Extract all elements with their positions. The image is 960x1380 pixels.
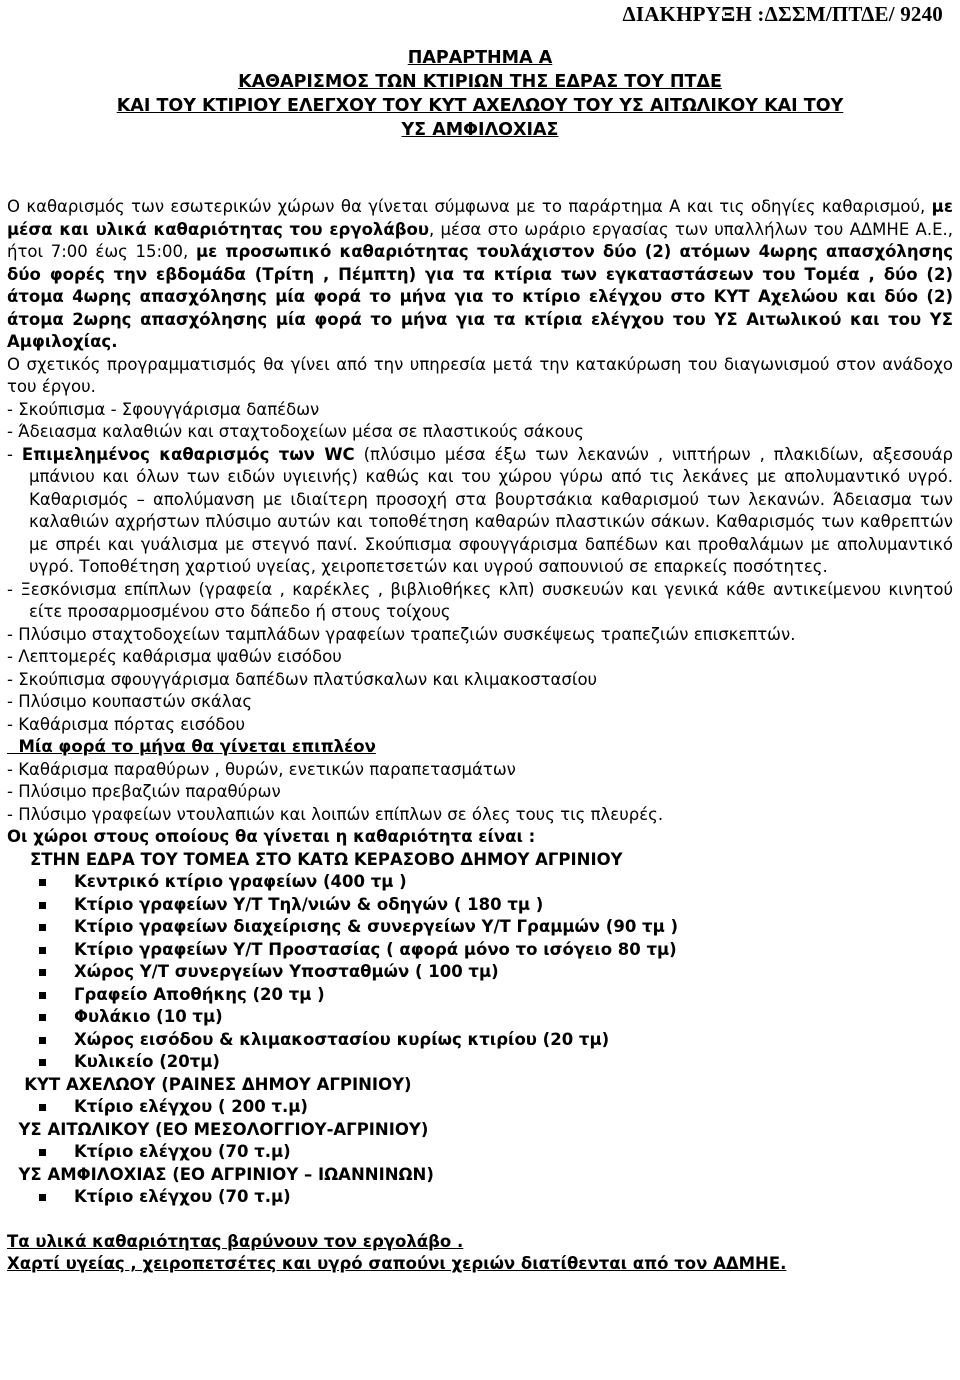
square-bullet-icon: [39, 1194, 46, 1201]
task-item: - Πλύσιμο σταχτοδοχείων ταμπλάδων γραφείων τραπεζιών συσκέψεως τραπεζιών επισκεπτών.: [7, 624, 796, 644]
list-item-text: Κυλικείο (20τμ): [74, 1052, 220, 1071]
hq-building-list: [7, 871, 953, 1074]
square-bullet-icon: [39, 924, 46, 931]
footer-note-supplies: Χαρτί υγείας , χειροπετσέτες και υγρό σαπούνι χεριών διατίθενται από τον ΑΔΜΗΕ.: [7, 1254, 787, 1273]
kyt-building-list: [7, 1096, 953, 1119]
list-item-text: Γραφείο Αποθήκης (20 τμ ): [74, 984, 325, 1004]
list-item-text: Κτίριο γραφείων Υ/Τ Προστασίας ( αφορά μόνο το ισόγειο 80 τμ): [74, 939, 677, 959]
list-item-text: Φυλάκιο (10 τμ): [74, 1007, 223, 1026]
section-head-hq: ΣΤΗΝ ΕΔΡΑ ΤΟΥ ΤΟΜΕΑ ΣΤΟ ΚΑΤΩ ΚΕΡΑΣΟΒΟ ΔΗΜΟΥ ΑΓΡΙΝΙΟΥ: [7, 849, 623, 869]
monthly-item: - Πλύσιμο πρεβαζιών παραθύρων: [7, 782, 281, 801]
intro-text-d: με προσωπικό καθαριότητας τουλάχιστον δύο (2) ατόμων 4ωρης απασχόλησης δύο φορές την εβδομάδα (Τρίτη , Πέμπτη) για τα κτίρια των εγκαταστάσεων του Τομέα , δύο (2) άτομα 4ωρης απασχόλησης μία φορά το μήνα για το κτίριο ελέγχου στο ΚΥΤ Αχελώου και δύο (2) άτομα 2ωρης απασχόλησης μία φορά το μήνα για τα κτίρια ελέγχου του ΥΣ Αιτωλικού και του ΥΣ Αμφιλοχίας.: [7, 242, 953, 351]
list-item: [7, 871, 953, 894]
spacer: [7, 1209, 953, 1231]
list-item-text: Χώρος εισόδου & κλιμακοστασίου κυρίως κτιρίου (20 τμ): [74, 1029, 610, 1049]
annex-subtitle-line-3: ΥΣ ΑΜΦΙΛΟΧΙΑΣ: [401, 120, 559, 140]
list-item: [7, 984, 953, 1007]
square-bullet-icon: [39, 947, 46, 954]
section-head-kyt-acheloos: ΚΥΤ ΑΧΕΛΩΟΥ (ΡΑΙΝΕΣ ΔΗΜΟΥ ΑΓΡΙΝΙΟΥ): [7, 1074, 412, 1094]
list-item: [7, 1051, 953, 1074]
intro-text-c: , μέσα στο ωράριο εργασίας των υπαλλήλων του ΑΔΜΗΕ Α.Ε., ήτοι 7:00 έως 15:00,: [7, 219, 953, 261]
document-body: [7, 196, 953, 1276]
square-bullet-icon: [39, 1149, 46, 1156]
list-item: [7, 1029, 953, 1052]
square-bullet-icon: [39, 1014, 46, 1021]
square-bullet-icon: [39, 1037, 46, 1044]
intro-text-b: με μέσα και υλικά καθαριότητας του εργολάβου: [7, 197, 953, 239]
intro-paragraph: [7, 196, 953, 354]
task-dash: -: [7, 444, 22, 464]
list-item: [7, 894, 953, 917]
list-item-text: Κτίριο γραφείων Υ/Τ Τηλ/νιών & οδηγών ( 180 τμ ): [74, 894, 544, 914]
section-head-ys-amfilochia: ΥΣ ΑΜΦΙΛΟΧΙΑΣ (ΕΟ ΑΓΡΙΝΙΟΥ – ΙΩΑΝΝΙΝΩΝ): [7, 1164, 434, 1184]
list-item: [7, 916, 953, 939]
annex-subtitle-line-1: ΚΑΘΑΡΙΣΜΟΣ ΤΩΝ ΚΤΙΡΙΩΝ ΤΗΣ ΕΔΡΑΣ ΤΟΥ ΠΤΔΕ: [238, 72, 722, 92]
monthly-item: - Καθάρισμα παραθύρων , θυρών, ενετικών παραπετασμάτων: [7, 759, 516, 779]
task-item: - Ξεσκόνισμα επίπλων (γραφεία , καρέκλες , βιβλιοθήκες κλπ) συσκευών και γενικά κάθε αντικείμενου κινητού είτε προσαρμοσμένου στο δάπεδο ή στους τοίχους: [7, 579, 953, 621]
annex-subtitle-line-2: ΚΑΙ ΤΟΥ ΚΤΙΡΙΟΥ ΕΛΕΓΧΟΥ ΤΟΥ ΚΥΤ ΑΧΕΛΩΟΥ ΤΟΥ ΥΣ ΑΙΤΩΛΙΚΟΥ ΚΑΙ ΤΟΥ: [116, 96, 844, 116]
list-item: [7, 961, 953, 984]
task-item: - Καθάρισμα πόρτας εισόδου: [7, 714, 246, 734]
square-bullet-icon: [39, 992, 46, 999]
monthly-heading: Μία φορά το μήνα θα γίνεται επιπλέον: [7, 737, 376, 756]
square-bullet-icon: [39, 969, 46, 976]
task-item: - Πλύσιμο κουπαστών σκάλας: [7, 692, 253, 711]
scheduling-paragraph: Ο σχετικός προγραμματισμός θα γίνει από την υπηρεσία μετά την κατακύρωση του διαγωνισμού στον ανάδοχο του έργου.: [7, 354, 953, 396]
list-item-text: Κεντρικό κτίριο γραφείων (400 τμ ): [74, 872, 407, 891]
task-item: - Λεπτομερές καθάρισμα ψαθών εισόδου: [7, 647, 342, 666]
task-item: - Σκούπισμα - Σφουγγάρισμα δαπέδων: [7, 399, 320, 419]
list-item-text: Κτίριο ελέγχου (70 τ.μ): [74, 1187, 291, 1206]
square-bullet-icon: [39, 1104, 46, 1111]
annex-title: ΠΑΡΑΡΤΗΜΑ Α: [407, 48, 553, 68]
list-item-text: Κτίριο ελέγχου ( 200 τ.μ): [74, 1097, 308, 1116]
list-item: [7, 1141, 953, 1164]
list-item-text: Κτίριο ελέγχου (70 τ.μ): [74, 1142, 291, 1161]
amfilochia-building-list: [7, 1186, 953, 1209]
list-item: [7, 1096, 953, 1119]
list-item: [7, 939, 953, 962]
intro-text-a: Ο καθαρισμός των εσωτερικών χώρων θα γίνεται σύμφωνα με το παράρτημα Α και τις οδηγίες καθαρισμού,: [7, 197, 932, 216]
section-head-ys-aitoliko: ΥΣ ΑΙΤΩΛΙΚΟΥ (ΕΟ ΜΕΣΟΛΟΓΓΙΟΥ-ΑΓΡΙΝΙΟΥ): [7, 1119, 429, 1139]
task-item: - Άδειασμα καλαθιών και σταχτοδοχείων μέσα σε πλαστικούς σάκους: [7, 422, 584, 441]
declaration-reference: ΔΙΑΚΗΡΥΞΗ :ΔΣΣΜ/ΠΤΔΕ/ 9240: [622, 2, 943, 26]
list-item-text: Κτίριο γραφείων διαχείρισης & συνεργείων Υ/Τ Γραμμών (90 τμ ): [74, 917, 678, 936]
annex-title-block: [7, 46, 953, 142]
list-item: [7, 1186, 953, 1209]
footer-note-materials: Τα υλικά καθαριότητας βαρύνουν τον εργολάβο .: [7, 1231, 464, 1251]
list-item: [7, 1006, 953, 1029]
square-bullet-icon: [39, 879, 46, 886]
square-bullet-icon: [39, 902, 46, 909]
aitoliko-building-list: [7, 1141, 953, 1164]
spaces-heading: Οι χώροι στους οποίους θα γίνεται η καθαριότητα είναι :: [7, 827, 536, 846]
monthly-item: - Πλύσιμο γραφείων ντουλαπιών και λοιπών επίπλων σε όλες τους τις πλευρές.: [7, 804, 664, 824]
task-item-wc: [7, 444, 953, 579]
square-bullet-icon: [39, 1059, 46, 1066]
task-wc-heading: Επιμελημένος καθαρισμός των WC: [21, 444, 355, 464]
list-item-text: Χώρος Υ/Τ συνεργείων Υποσταθμών ( 100 τμ): [74, 962, 499, 981]
task-wc-text: (πλύσιμο μέσα έξω των λεκανών , νιπτήρων , πλακιδίων, αξεσουάρ μπάνιου και όλων των ειδών υγιεινής) καθώς και του χώρου γύρω από τις λεκάνες με απολυμαντικό υγρό. Καθαρισμός – απολύμανση με ιδιαίτερη προσοχή στα βουρτσάκια καθαρισμού των λεκανών. Άδειασμα των καλαθιών αχρήστων πλύσιμο αυτών και τοποθέτηση καθαρών πλαστικών σάκων. Καθαρισμός των καθρεπτών με σπρέι και γυάλισμα με στεγνό πανί. Σκούπισμα σφουγγάρισμα δαπέδων και προθαλάμων με απολυμαντικό υγρό. Τοποθέτηση χαρτιού υγείας, χειροπετσετών και υγρού σαπουνιού σε επαρκείς ποσότητες.: [29, 444, 953, 576]
task-item: - Σκούπισμα σφουγγάρισμα δαπέδων πλατύσκαλων και κλιμακοστασίου: [7, 669, 598, 689]
